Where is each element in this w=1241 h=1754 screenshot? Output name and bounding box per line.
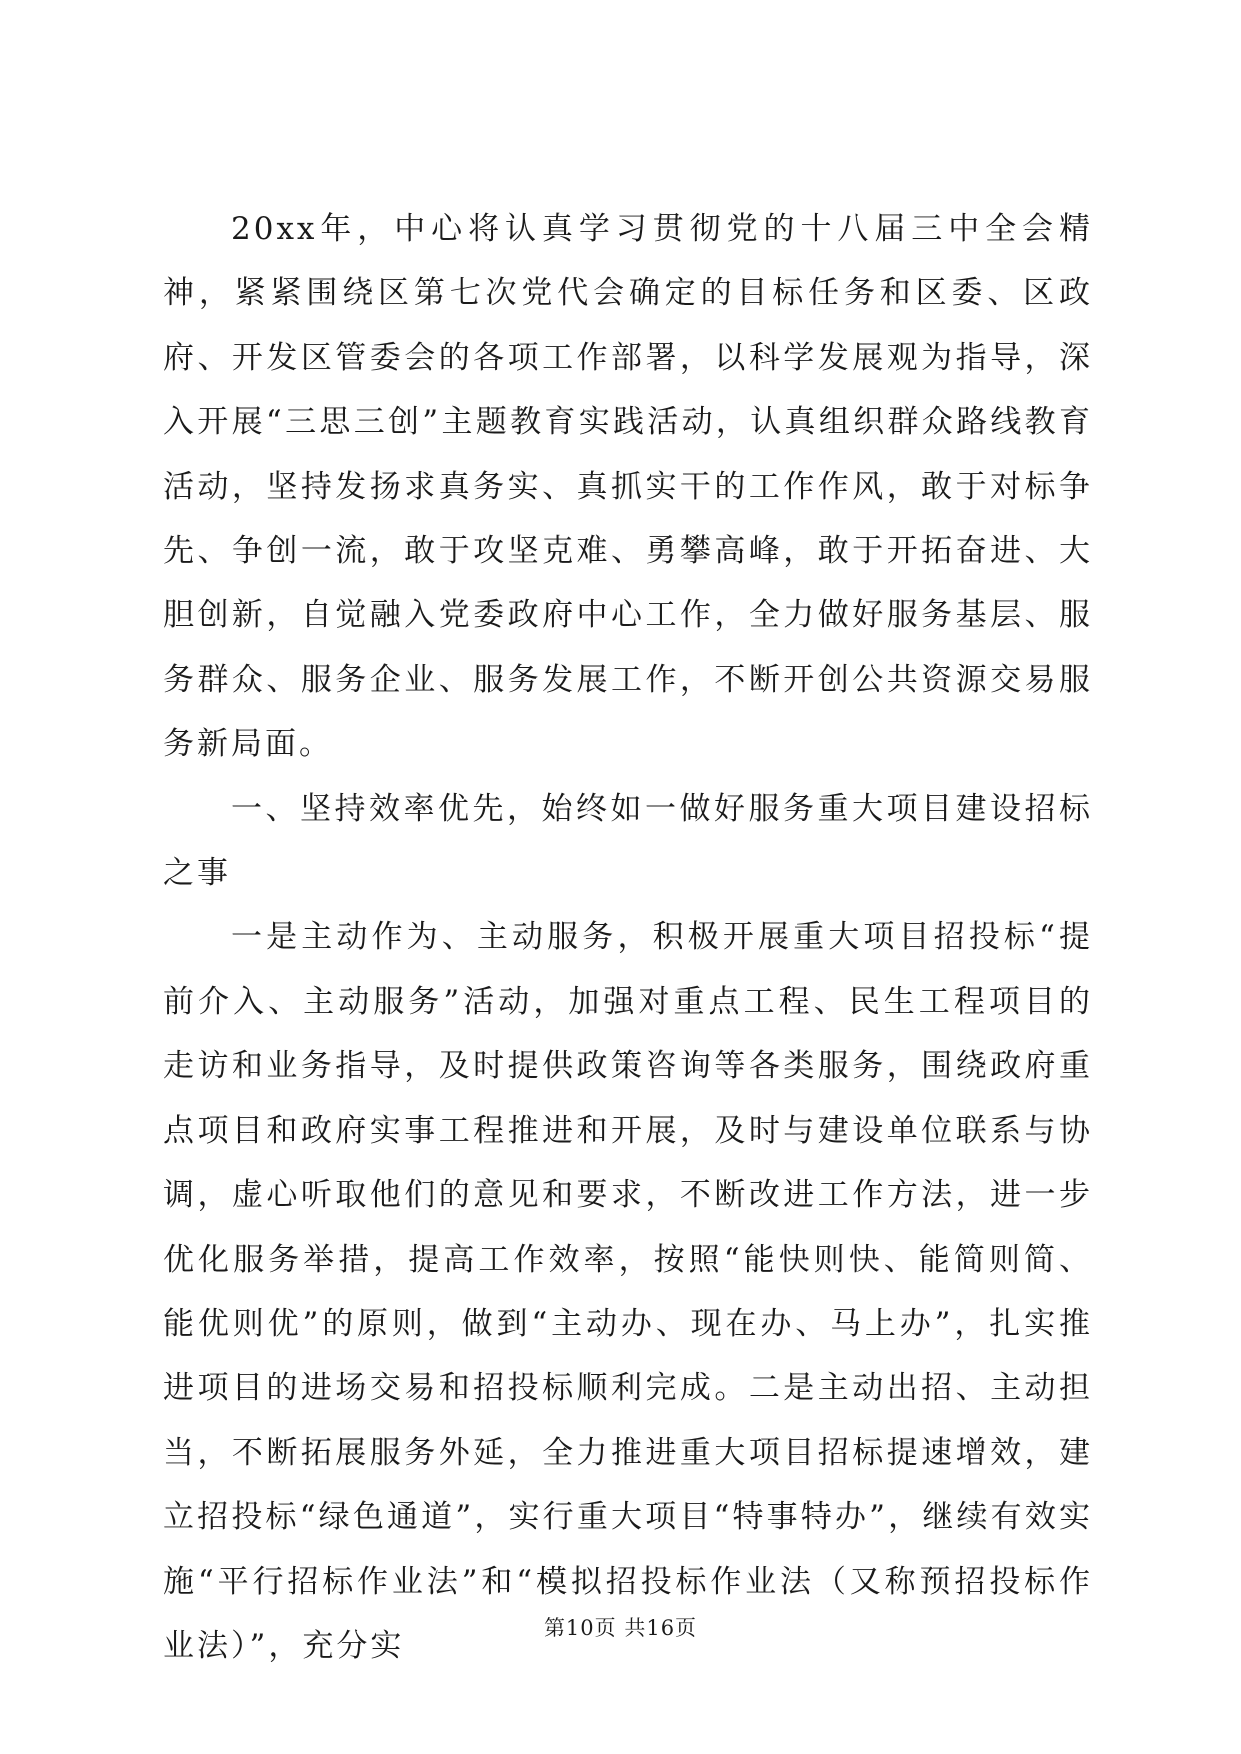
paragraph-section-1: 一是主动作为、主动服务，积极开展重大项目招投标“提前介入、主动服务”活动，加强对重点工程、民生工程项目的走访和业务指导，及时提供政策咨询等各类服务，围绕政府重点项目和政府实事工程推进和开展，及时与建设单位联系与协调，虚心听取他们的意见和要求，不断改进工作方法，进一步优化服务举措，提高工作效率，按照“能快则快、能简则简、能优则优”的原则，做到“主动办、现在办、马上办”，扎实推进项目的进场交易和招投标顺利完成。二是主动出招、主动担当，不断拓展服务外延，全力推进重大项目招标提速增效，建立招投标“绿色通道”，实行重大项目“特事特办”，继续有效实施“平行招标作业法”和“模拟招投标作业法（又称预招投标作业法）”，充分实	[163, 919, 1093, 1664]
page-number-footer: 第10页 共16页	[543, 1616, 698, 1640]
paragraph-intro: 20xx年，中心将认真学习贯彻党的十八届三中全会精神，紧紧围绕区第七次党代会确定的目标任务和区委、区政府、开发区管委会的各项工作部署，以科学发展观为指导，深入开展“三思三创”主题教育实践活动，认真组织群众路线教育活动，坚持发扬求真务实、真抓实干的工作作风，敢于对标争先、争创一流，敢于攻坚克难、勇攀高峰，敢于开拓奋进、大胆创新，自觉融入党委政府中心工作，全力做好服务基层、服务群众、服务企业、服务发展工作，不断开创公共资源交易服务新局面。	[163, 211, 1093, 763]
document-body	[163, 197, 1093, 1678]
section-heading-1: 一、坚持效率优先，始终如一做好服务重大项目建设招标之事	[163, 790, 1093, 892]
